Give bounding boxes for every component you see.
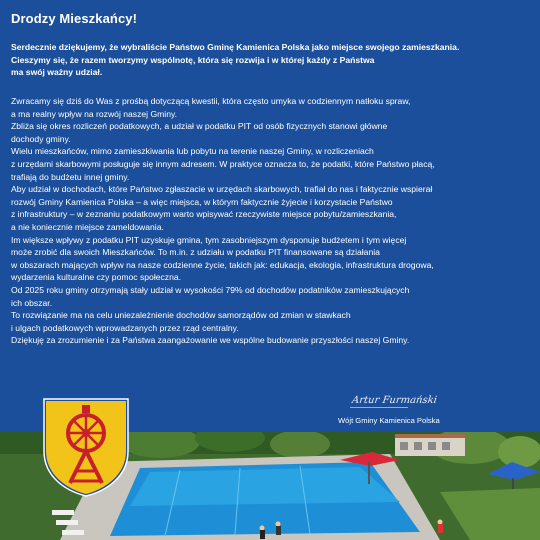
signature-divider: [350, 407, 408, 408]
signature: Artur Furmański: [351, 395, 438, 406]
body-line: wydarzenia kulturalne czy pomoc społeczna.: [11, 272, 182, 283]
municipality-crest-logo: [42, 397, 130, 497]
body-line: Zbliża się okres rozliczeń podatkowych, a udział w podatku PIT od osób fizycznych stanowi główne: [11, 121, 388, 132]
body-line: rozwój Gminy Kamienica Polska – a więc miejsca, w którym faktycznie żyjecie i korzystacie Państwo: [11, 196, 393, 207]
letter-body: [11, 95, 533, 347]
body-line: ich obszar.: [11, 297, 53, 308]
body-line: dochody gminy.: [11, 133, 71, 144]
body-line: z urzędami skarbowymi posługuje się innym adresem. W praktyce oznacza to, że podatki, które Państwo płacą,: [11, 158, 435, 169]
body-line: a nie koniecznie miejsce zameldowania.: [11, 221, 164, 232]
body-line: i ulgach podatkowych wprowadzanych przez rząd centralny.: [11, 322, 239, 333]
body-line: Dziękuję za zrozumienie i za Państwa zaangażowanie we wspólne budowanie przyszłości naszej Gminy.: [11, 335, 410, 346]
intro-line: ma swój ważny udział.: [11, 67, 103, 78]
body-line: może zrobić dla swoich Mieszkańców. To m.in. z udziału w podatku PIT finansowane są działania: [11, 247, 380, 258]
letter-title: Drodzy Mieszkańcy!: [11, 11, 138, 26]
body-line: Wielu mieszkańców, mimo zamieszkiwania lub pobytu na terenie naszej Gminy, w rozliczeniach: [11, 146, 374, 157]
body-line: Zwracamy się dziś do Was z prośbą dotyczącą kwestii, która często umyka w codziennym natłoku spraw,: [11, 96, 411, 106]
intro-line: Serdecznie dziękujemy, że wybraliście Państwo Gminę Kamienica Polska jako miejsce swojego zamieszkania.: [11, 42, 460, 52]
body-line: Od 2025 roku gminy otrzymają stały udział w wysokości 79% od dochodów podatników zamieszkujących: [11, 284, 410, 295]
signature-role: Wójt Gminy Kamienica Polska: [338, 416, 440, 425]
intro-line: Cieszymy się, że razem tworzymy wspólnotę, która się rozwija i w której każdy z Państwa: [11, 54, 375, 65]
body-line: trafiają do budżetu innej gminy.: [11, 171, 130, 182]
body-line: Im większe wpływy z podatku PIT uzyskuje gmina, tym zasobniejszym dysponuje budżetem i tym więcej: [11, 234, 407, 245]
body-line: To rozwiązanie ma na celu uniezależnienie dochodów samorządów od zmian w stawkach: [11, 310, 351, 321]
body-line: z infrastruktury – w zeznaniu podatkowym warto wpisywać rzeczywiste miejsce pobytu/zamieszkania,: [11, 209, 397, 220]
intro-paragraph: [11, 41, 531, 79]
body-line: a ma realny wpływ na rozwój naszej Gminy.: [11, 108, 178, 119]
body-line: w obszarach mających wpływ na nasze codzienne życie, takich jak: edukacja, ekologia, infrastruktura drogowa,: [11, 259, 434, 270]
body-line: Aby udział w dochodach, które Państwo zgłaszacie w urzędach skarbowych, trafiał do nas i faktycznie wspierał: [11, 184, 433, 195]
